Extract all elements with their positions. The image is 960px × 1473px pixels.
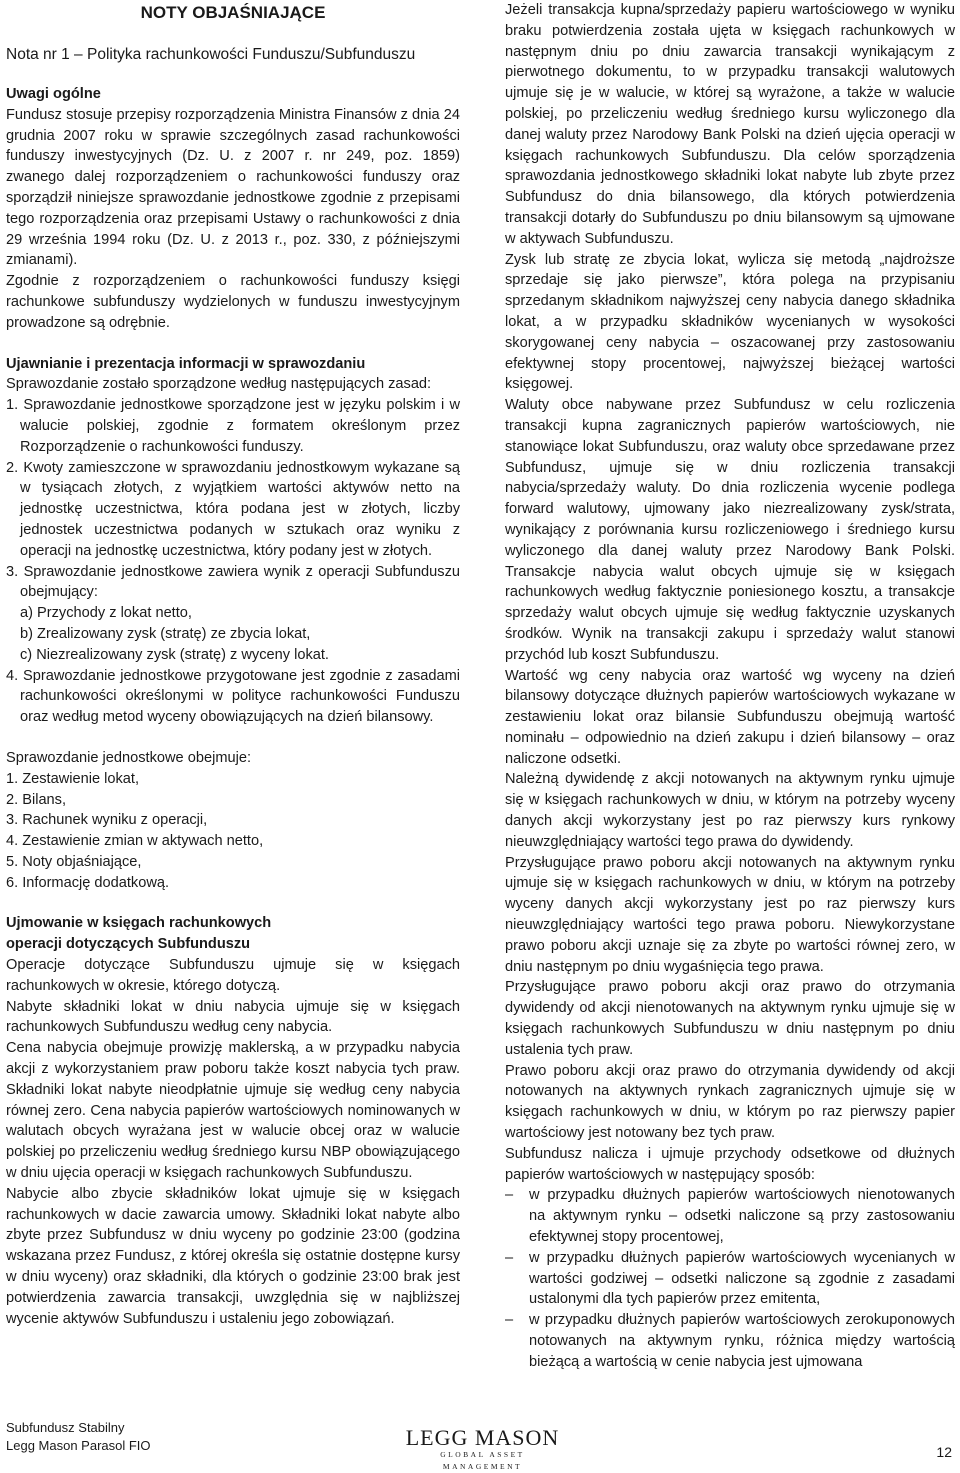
presentation-item-1: 1. Sprawozdanie jednostkowe sporządzone jest w języku polskim i w walucie polskiej, zgodnie z formatem określonym przez Rozporządzenie o rachunkowości funduszy. xyxy=(6,397,460,455)
list-item xyxy=(505,1310,955,1372)
page-number: 12 xyxy=(936,1444,952,1460)
general-remarks-heading: Uwagi ogólne xyxy=(6,86,101,102)
note-title: Nota nr 1 – Polityka rachunkowości Funduszu/Subfunduszu xyxy=(6,46,416,63)
logo-tagline: GLOBAL ASSET MANAGEMENT xyxy=(440,1450,525,1471)
recording-heading-line-2: operacji dotyczących Subfunduszu xyxy=(6,936,251,953)
presentation-intro: Sprawozdanie zostało sporządzone według następujących zasad: xyxy=(6,376,432,393)
list-item xyxy=(505,1248,955,1310)
presentation-item-3: 3. Sprawozdanie jednostkowe zawiera wynik z operacji Subfunduszu obejmujący: xyxy=(6,563,460,601)
right-paragraph-9: Subfundusz nalicza i ujmuje przychody odsetkowe od dłużnych papierów wartościowych w następujący sposób: xyxy=(505,1145,955,1183)
list-item-text: w przypadku dłużnych papierów wartościowych nienotowanych na aktywnym rynku – odsetki naliczone są przy zastosowaniu efektywnej stopy procentowej, xyxy=(529,1187,955,1246)
list-item: 3. Rachunek wyniku z operacji, xyxy=(6,812,208,829)
logo-wordmark: LEGG MASON xyxy=(405,1425,560,1450)
footer-fund-line-1: Subfundusz Stabilny xyxy=(6,1420,125,1435)
list-item: 5. Noty objaśniające, xyxy=(6,853,142,870)
list-item: 4. Zestawienie zmian w aktywach netto, xyxy=(6,833,264,850)
list-item: 6. Informację dodatkową. xyxy=(6,874,170,891)
dash-marker: – xyxy=(505,1249,514,1266)
presentation-item-3a: a) Przychody z lokat netto, xyxy=(20,605,192,622)
recording-paragraph-2: Nabyte składniki lokat w dniu nabycia ujmuje się w księgach rachunkowych Subfunduszu według ceny nabycia. xyxy=(6,998,460,1036)
list-item: 1. Zestawienie lokat, xyxy=(6,770,140,787)
right-paragraph-5: Należną dywidendę z akcji notowanych na aktywnym rynku ujmuje się w księgach rachunkowych w dniu, w którym na potrzeby wyceny danych akcji wykorzystany jest po raz pierwszy kurs rynkowy nieuwzględniający wartości tego prawa do dywidendy. xyxy=(505,771,955,850)
presentation-item-3b: b) Zrealizowany zysk (stratę) ze zbycia lokat, xyxy=(20,625,311,642)
contents-list xyxy=(6,769,460,894)
list-item-text: w przypadku dłużnych papierów wartościowych zerokuponowych notowanych na aktywnym rynku, różnica między wartością bieżącą a wartością w cenie nabycia jest ujmowana xyxy=(529,1312,955,1370)
list-item xyxy=(505,1185,955,1247)
footer-fund-line-2: Legg Mason Parasol FIO xyxy=(6,1438,151,1453)
right-paragraph-2: Zysk lub stratę ze zbycia lokat, wylicza się metodą „najdroższe sprzedaje się jako pierwsze”, która polega na przypisaniu sprzedanym składnikom najwyższej ceny nabycia danego składnika lokat, a w przypadku składników wycenianych w wysokości skorygowanej ceny nabycia – oszacowanej przy zastosowaniu efektywnej stopy procentowej, najwyższej bieżącej wartości księgowej. xyxy=(505,251,955,393)
right-paragraph-7: Przysługujące prawo poboru akcji oraz prawo do otrzymania dywidendy od akcji nienotowanych na aktywnym rynku ujmuje się w księgach rachunkowych Subfunduszu w dniu następnym po dniu ustalenia tych praw. xyxy=(505,979,955,1058)
right-column xyxy=(505,0,955,1373)
general-paragraph-1: Fundusz stosuje przepisy rozporządzenia Ministra Finansów z dnia 24 grudnia 2007 roku w sprawie szczególnych zasad rachunkowości funduszy inwestycyjnych (Dz. U. z 2007 r. nr 249, poz. 1859) zwanego dalej rozporządzeniem o rachunkowości funduszy oraz sporządził niniejsze sprawozdanie jednostkowe zgodnie z przepisami tego rozporządzenia oraz przepisami Ustawy o rachunkowości z dnia 29 września 1994 roku (Dz. U. z 2013 r., poz. 330, z późniejszymi zmianami). xyxy=(6,106,460,269)
legg-mason-logo xyxy=(405,1427,560,1473)
presentation-item-3c: c) Niezrealizowany zysk (stratę) z wyceny lokat. xyxy=(20,646,329,663)
presentation-item-2: 2. Kwoty zamieszczone w sprawozdaniu jednostkowym wykazane są w tysiącach złotych, z wyjątkiem wartości aktywów netto na jednostkę uczestnictwa, która podana jest w złotych, liczby jednostek uczestnictwa podanych w sztukach oraz wyniku z operacji na jednostkę uczestnictwa, który podany jest w złotych. xyxy=(6,459,460,559)
dash-marker: – xyxy=(505,1187,514,1204)
general-paragraph-2: Zgodnie z rozporządzeniem o rachunkowości funduszy księgi rachunkowe subfunduszy wydzielonych w funduszu inwestycyjnym prowadzone są odrębnie. xyxy=(6,273,460,331)
presentation-heading: Ujawnianie i prezentacja informacji w sprawozdaniu xyxy=(6,355,366,372)
recording-heading-line-1: Ujmowanie w księgach rachunkowych xyxy=(6,915,272,932)
interest-methods-list xyxy=(505,1185,955,1372)
list-item-text: w przypadku dłużnych papierów wartościowych wycenianych w wartości godziwej – odsetki naliczone są zgodnie z zasadami ustalonymi dla tych papierów przez emitenta, xyxy=(529,1249,955,1308)
recording-paragraph-3: Cena nabycia obejmuje prowizję maklerską, a w przypadku nabycia akcji z wykorzystaniem praw poboru także koszt nabycia tych praw. Składniki lokat nabyte nieodpłatnie ujmuje się według ceny nabycia równej zero. Cena nabycia papierów wartościowych nominowanych w walutach obcych wyrażana jest w walucie obcej oraz w walucie polskiej po przeliczeniu według średniego kursu NBP obowiązującego w dniu ujęcia operacji w księgach rachunkowych Subfunduszu. xyxy=(6,1040,460,1182)
recording-paragraph-4: Nabycie albo zbycie składników lokat ujmuje się w księgach rachunkowych w dacie zawarcia umowy. Składniki lokat nabyte albo zbyte przez Subfundusz w dniu wyceny po godzinie 23:00 (godzina wskazana przez Fundusz, z której określa się ostatnie dostępne kursy w dniu wyceny) oraz składniki, dla których o godzinie 23:00 brak jest potwierdzenia zawarcia transakcji, uwzględnia się w najbliższej wycenie aktywów Subfunduszu i ustaleniu jego zobowiązań. xyxy=(6,1185,460,1327)
list-item: 2. Bilans, xyxy=(6,791,67,808)
right-paragraph-1: Jeżeli transakcja kupna/sprzedaży papieru wartościowego w wyniku braku potwierdzenia została ujęta w księgach rachunkowych w następnym dniu po dniu zawarcia transakcji wynikającym z pierwotnego dokumentu, to w przypadku transakcji walutowych ujmuje się je w walucie, w której są wyrażone, a także w walucie polskiej, po przeliczeniu według średniego kursu wyliczonego dla danej waluty przez Narodowy Bank Polski na dzień ujęcia operacji w księgach rachunkowych Subfunduszu. Dla celów sporządzenia sprawozdania jednostkowego składniki lokat nabyte lub zbyte przez Subfundusz do dnia bilansowego, dla których potwierdzenia transakcji dotarły do Subfunduszu po dniu bilansowym są ujmowane w aktywach Subfunduszu. xyxy=(505,2,955,247)
right-paragraph-4: Wartość wg ceny nabycia oraz wartość wg wyceny na dzień bilansowy dotyczące dłużnych papierów wartościowych wykazane w zestawieniu lokat oraz bilansie Subfunduszu obejmują wartość nominału – odpowiednio na dzień zakupu i dzień bilansowy – oraz naliczone odsetki. xyxy=(505,667,955,767)
footer-fund-name xyxy=(6,1419,151,1455)
right-paragraph-8: Prawo poboru akcji oraz prawo do otrzymania dywidendy od akcji notowanych na aktywnych rynkach zagranicznych ujmuje się w księgach rachunkowych w dniu, w którym po raz pierwszy papier wartościowy jest notowany bez tych praw. xyxy=(505,1062,955,1142)
presentation-item-4: 4. Sprawozdanie jednostkowe przygotowane jest zgodnie z zasadami rachunkowości określonymi w polityce rachunkowości Funduszu oraz według metod wyceny obowiązujących na dzień bilansowy. xyxy=(6,667,460,726)
document-title: NOTY OBJAŚNIAJĄCE xyxy=(140,3,326,22)
recording-paragraph-1: Operacje dotyczące Subfunduszu ujmuje się w księgach rachunkowych w okresie, którego dotyczą. xyxy=(6,957,460,994)
right-paragraph-6: Przysługujące prawo poboru akcji notowanych na aktywnym rynku ujmuje się w księgach rachunkowych w dniu, w którym na potrzeby wyceny danych akcji wykorzystany jest po raz pierwszy kurs nieuwzględniający wartości tego prawa poboru. Niewykorzystane prawo poboru akcji uznaje się za zbyte po wartości równej zero, w dniu następnym po dniu wygaśnięcia tego prawa. xyxy=(505,854,955,975)
right-paragraph-3: Waluty obce nabywane przez Subfundusz w celu rozliczenia transakcji kupna zagranicznych papierów wartościowych, nie stanowiące lokat Subfunduszu, oraz waluty obce sprzedawane przez Subfundusz, ujmuje się w dniu rozliczenia transakcji nabycia/sprzedaży waluty. Do dnia rozliczenia wycenie podlega forward walutowy, ujmowany jako niezrealizowany zysk/strata, wynikający z porównania kursu rozliczeniowego i średniego kursu wyliczonego dla danej waluty przez Narodowy Bank Polski. Transakcje nabycia walut obcych ujmuje się w księgach rachunkowych według faktycznie poniesionego kosztu, a transakcje sprzedaży walut obcych ujmuje się według faktycznie uzyskanych środków. Wynik na transakcji zakupu i sprzedaży walut stanowi przychód lub koszt Subfunduszu. xyxy=(505,397,955,663)
left-column xyxy=(6,0,460,1329)
dash-marker: – xyxy=(505,1312,514,1329)
contents-intro: Sprawozdanie jednostkowe obejmuje: xyxy=(6,749,252,766)
